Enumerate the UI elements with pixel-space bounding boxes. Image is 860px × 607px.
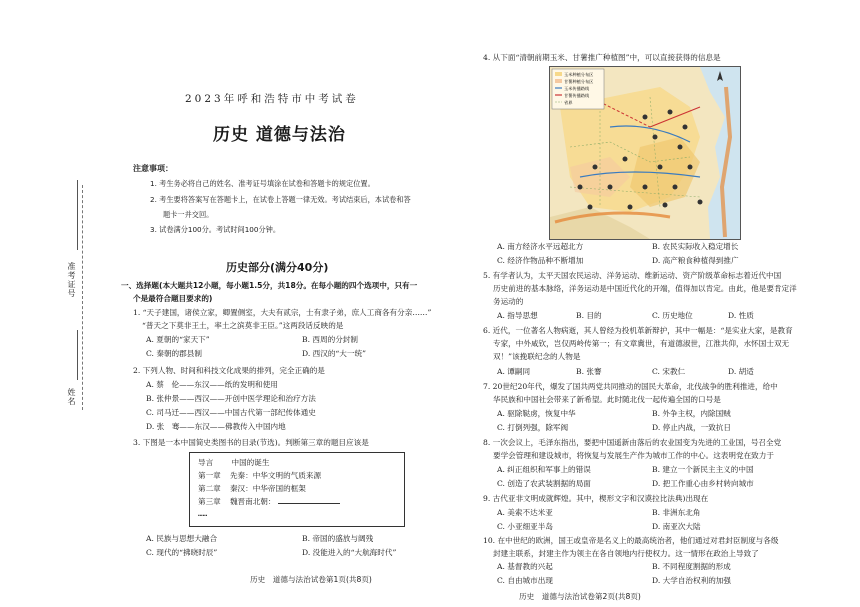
- question-stem: 专家，中外咸钦，岂仅两岭传第一；有文章冀世，有道德淑世，江淮共仰，水怀国士双无: [493, 339, 790, 348]
- toc-label: 第三章: [198, 497, 221, 506]
- option-d: D. 把工作重心由乡村转向城市: [652, 479, 754, 488]
- exam-number-blank: [77, 180, 78, 250]
- option-c: C. 打倒列强，除军阀: [497, 423, 569, 432]
- notice-item: 2. 考生要将答案写在答题卡上，在试卷上答题一律无效。考试结束后，本试卷和答: [150, 195, 411, 204]
- option-d: D. 南亚次大陆: [652, 522, 701, 531]
- notice-item: 1. 考生务必将自己的姓名、准考证号填涂在试卷和答题卡的规定位置。: [150, 179, 375, 188]
- question-stem: 历史前进的基本脉络，洋务运动是中国近代化的开端，值得加以肯定。由此，他是要肯定洋: [493, 284, 797, 293]
- option-b: B. 不同程度割据的形成: [652, 562, 731, 571]
- option-a: A. 纠正组织和军事上的错误: [497, 465, 591, 474]
- question-stem: 7. 20世纪20年代，爆发了国共两党共同推动的国民大革命，北伐战争的胜利推进，给中: [483, 382, 778, 391]
- section-heading: 一、选择题(本大题共12小题，每小题1.5分，共18分。在每小题的四个选项中，只有一: [121, 281, 418, 290]
- option-b: B. 非洲东北角: [652, 508, 701, 517]
- question-stem: 3. 下图是一本中国简史类图书的目录(节选)。判断第三章的题目应该是: [133, 438, 369, 447]
- option-a: A. 南方经济水平远超北方: [497, 242, 584, 251]
- legend-item: 甘薯传播路线: [564, 93, 590, 98]
- option-c: C. 历史地位: [652, 311, 693, 320]
- table-of-contents-box: [189, 452, 405, 527]
- option-c: C. 秦朝的郡县制: [146, 349, 202, 358]
- option-c: C. 现代的“拂晓时辰”: [146, 548, 218, 557]
- option-c: C. 宋教仁: [652, 367, 686, 376]
- notice-item: 题卡一并交回。: [163, 210, 214, 219]
- option-d: D. 高产粮食种植得到推广: [652, 256, 739, 265]
- section-heading: 个是最符合题目要求的): [133, 294, 213, 303]
- option-b: B. 西周的分封制: [302, 335, 358, 344]
- toc-text: 魏晋南北朝：: [229, 497, 276, 506]
- map-illustration: [550, 67, 740, 239]
- toc-text: 秦汉：中华帝国的框架: [229, 484, 306, 493]
- question-stem: 10. 在中世纪的欧洲，国王或皇帝是名义上的最高统治者，他们通过对君封臣制度与各级: [483, 536, 779, 545]
- question-stem: 2. 下列人物、时间和科技文化成果的排列，完全正确的是: [133, 366, 325, 375]
- toc-blank: [278, 503, 340, 504]
- name-blank: [77, 330, 78, 380]
- page-footer: 历史 道德与法治试卷第1页(共8页): [250, 575, 372, 584]
- option-a: A. 夏朝的“家天下”: [146, 335, 210, 344]
- question-stem: 华民族和中国社会带来了新希望。此时随北伐一起传遍全国的口号是: [493, 395, 721, 404]
- question-stem: 8. 一次会议上，毛泽东指出，要把中国遥新由落后的农业国变为先进的工业国，号召全党: [483, 438, 782, 447]
- option-d: D. 大学自治权利的加强: [652, 576, 731, 585]
- exam-number-label: 准考证号: [67, 262, 76, 298]
- option-d: D. 性质: [728, 311, 754, 320]
- option-b: B. 建立一个新民主主义的中国: [652, 465, 754, 474]
- question-stem: 1. “天子建国，诸侯立家，卿置侧室，大夫有贰宗，士有隶子弟，庶人工商各有分亲……”: [133, 308, 432, 317]
- option-c: C. 自由城市出现: [497, 576, 553, 585]
- page-footer: 历史 道德与法治试卷第2页(共8页): [519, 592, 641, 601]
- legend-item: 玉米传播路线: [564, 86, 590, 91]
- part-title: 历史部分(满分40分): [226, 261, 329, 274]
- toc-label: 第一章: [198, 471, 221, 480]
- option-b: B. 外争主权，内除国贼: [652, 409, 731, 418]
- option-b: B. 张謇: [576, 367, 602, 376]
- option-a: A. 驱除鞑虏，恢复中华: [497, 409, 576, 418]
- option-a: A. 民族与思想大融合: [146, 534, 218, 543]
- legend-item: 省界: [564, 100, 573, 105]
- option-b: B. 帝国的盛放与阔残: [302, 534, 374, 543]
- question-stem: 4. 从下面“清朝前期玉米、甘薯推广种植图”中，可以直接获得的信息是: [483, 53, 721, 62]
- option-d: D. 没能进入的“大航海时代”: [302, 548, 397, 557]
- toc-label: 导言: [198, 458, 214, 467]
- option-c: C. 司马迁——西汉——中国古代第一部纪传体通史: [146, 408, 316, 417]
- question-stem: 双！”该挽联纪念的人物是: [493, 352, 581, 361]
- option-b: B. 目的: [576, 311, 602, 320]
- option-d: D. 胡适: [728, 367, 754, 376]
- option-b: B. 农民实际收入稳定增长: [652, 242, 739, 251]
- option-a: A. 美索不达米亚: [497, 508, 553, 517]
- exam-title: 2023年呼和浩特市中考试卷: [185, 93, 359, 105]
- question-stem: 要学会管理和建设城市，将恢复与发展生产作为城市工作的中心。这表明党在致力于: [493, 451, 774, 460]
- option-c: C. 经济作物品种不断增加: [497, 256, 584, 265]
- name-label: 姓名: [67, 388, 76, 406]
- option-b: B. 张仲景——西汉——开创中医学理论和治疗方法: [146, 394, 316, 403]
- option-c: C. 小亚细亚半岛: [497, 522, 553, 531]
- legend-item: 甘薯种植分布区: [564, 79, 594, 84]
- toc-label: 第二章: [198, 484, 221, 493]
- notice-item: 3. 试卷满分100分。考试时间100分钟。: [150, 225, 281, 234]
- option-d: D. 西汉的“大一统”: [302, 349, 366, 358]
- question-stem: 9. 古代亚非文明成就辉煌。其中，楔形文字和汉谟拉比法典)出现在: [483, 494, 709, 503]
- option-a: A. 基督教的兴起: [497, 562, 553, 571]
- question-stem: 5. 有学者认为，太平天国农民运动、洋务运动、维新运动、资产阶级革命标志着近代中国: [483, 271, 782, 280]
- notice-heading: 注意事项：: [133, 164, 173, 173]
- toc-text: 中国的诞生: [231, 458, 270, 467]
- option-a: A. 指导思想: [497, 311, 538, 320]
- toc-text: 先秦：中华文明的气质来源: [229, 471, 322, 480]
- question-stem: “普天之下莫非王土，率土之滨莫非王臣。”这两段话反映的是: [142, 321, 344, 330]
- option-c: C. 创造了农武装割据的局面: [497, 479, 591, 488]
- option-d: D. 停止内战，一致抗日: [652, 423, 731, 432]
- option-a: A. 谭嗣同: [497, 367, 531, 376]
- subject-title: 历史 道德与法治: [213, 125, 346, 145]
- toc-ellipsis: ……: [198, 509, 208, 518]
- option-d: D. 张 骞——东汉——佛教传入中国内地: [146, 422, 286, 431]
- legend-item: 玉米种植分布区: [564, 72, 594, 77]
- option-a: A. 蔡 伦——东汉——纸的发明和使用: [146, 380, 278, 389]
- question-stem: 务运动的: [493, 297, 524, 306]
- question-stem: 封建主联系，封建主作为领主在各自领地内行使权力。这一情形在政治上导致了: [493, 549, 759, 558]
- crop-distribution-map: [549, 66, 741, 240]
- question-stem: 6. 近代，一位著名人物病逝，其人曾经为投机革新辩护，其中一幅是：“是实业大家，是教育: [483, 326, 793, 335]
- binding-line: [82, 185, 83, 410]
